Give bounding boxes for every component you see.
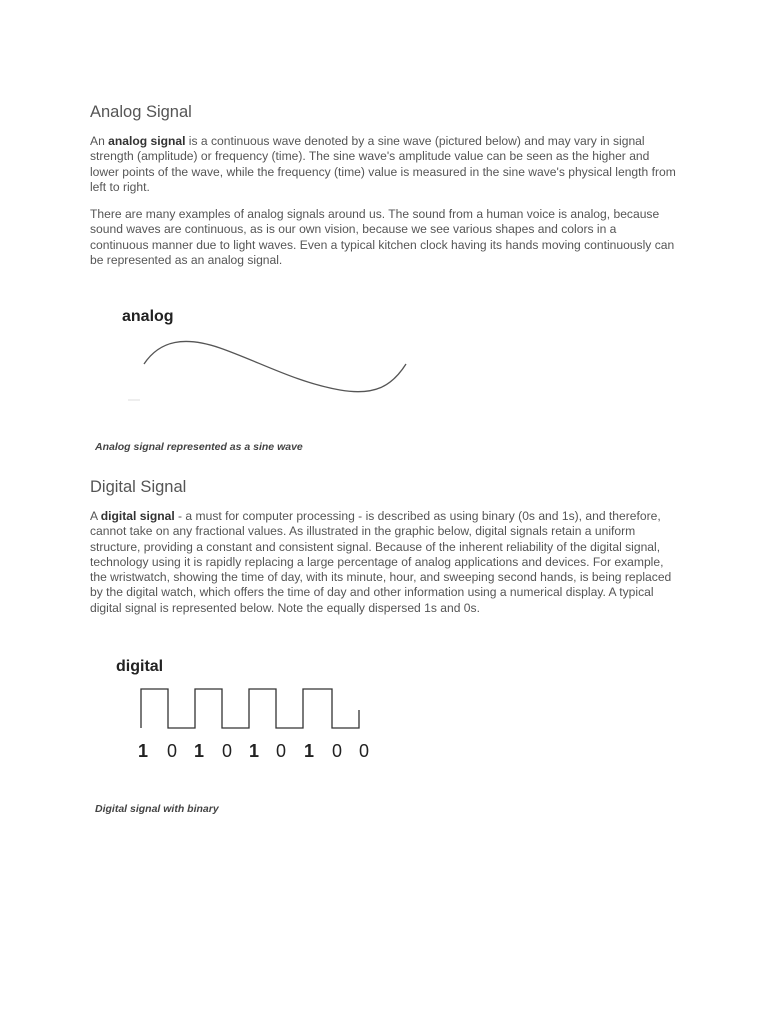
digital-figure bbox=[114, 652, 374, 767]
bit-label: 0 bbox=[221, 741, 233, 761]
bit-label: 0 bbox=[166, 741, 178, 761]
analog-p1-bold: analog signal bbox=[108, 134, 186, 148]
analog-figure-label: analog bbox=[122, 308, 174, 325]
bit-label: 0 bbox=[358, 741, 370, 761]
digital-figure-caption: Digital signal with binary bbox=[95, 803, 219, 815]
analog-p1-pre: An bbox=[90, 134, 109, 148]
digital-square-wave bbox=[141, 689, 359, 728]
analog-sine-wave bbox=[144, 341, 406, 391]
digital-p1-pre: A bbox=[90, 509, 101, 523]
bit-label: 1 bbox=[303, 741, 315, 761]
bit-label: 1 bbox=[193, 741, 205, 761]
analog-figure bbox=[120, 300, 420, 410]
analog-paragraph-1 bbox=[90, 134, 678, 195]
bit-label: 1 bbox=[248, 741, 260, 761]
bit-label: 0 bbox=[331, 741, 343, 761]
analog-heading: Analog Signal bbox=[90, 103, 192, 121]
digital-figure-label: digital bbox=[116, 658, 164, 675]
analog-paragraph-2: There are many examples of analog signals around us. The sound from a human voice is analog, because sound waves are continuous, as is our own vision, because we see various shapes and colors in a continuous manner due to light waves. Even a typical kitchen clock having its hands moving continuously can be represented as an analog signal. bbox=[90, 207, 675, 267]
digital-p1-post: - a must for computer processing - is described as using binary (0s and 1s), and therefore, cannot take on any fractional values. As illustrated in the graphic below, digital signals retain a uniform structure, providing a constant and consistent signal. Because of the inherent reliability of the digital signal, technology using it is rapidly replacing a large percentage of analog applications and devices. For example, the wristwatch, showing the time of day, with its minute, hour, and sweeping second hands, is being replaced by the digital watch, which offers the time of day and other information using a numerical display. A typical digital signal is represented below. Note the equally dispersed 1s and 0s. bbox=[90, 509, 672, 615]
analog-p1-post: is a continuous wave denoted by a sine wave (pictured below) and may vary in signal strength (amplitude) or frequency (time). The sine wave's amplitude value can be seen as the higher and lower points of the wave, while the frequency (time) value is measured in the sine wave's physical length from left to right. bbox=[90, 134, 676, 194]
analog-figure-caption: Analog signal represented as a sine wave bbox=[95, 441, 303, 453]
bit-label: 0 bbox=[275, 741, 287, 761]
digital-heading: Digital Signal bbox=[90, 478, 187, 496]
bit-label: 1 bbox=[137, 741, 149, 761]
digital-p1-bold: digital signal bbox=[100, 509, 175, 523]
digital-bit-labels bbox=[138, 741, 369, 761]
digital-paragraph-1 bbox=[90, 509, 678, 616]
